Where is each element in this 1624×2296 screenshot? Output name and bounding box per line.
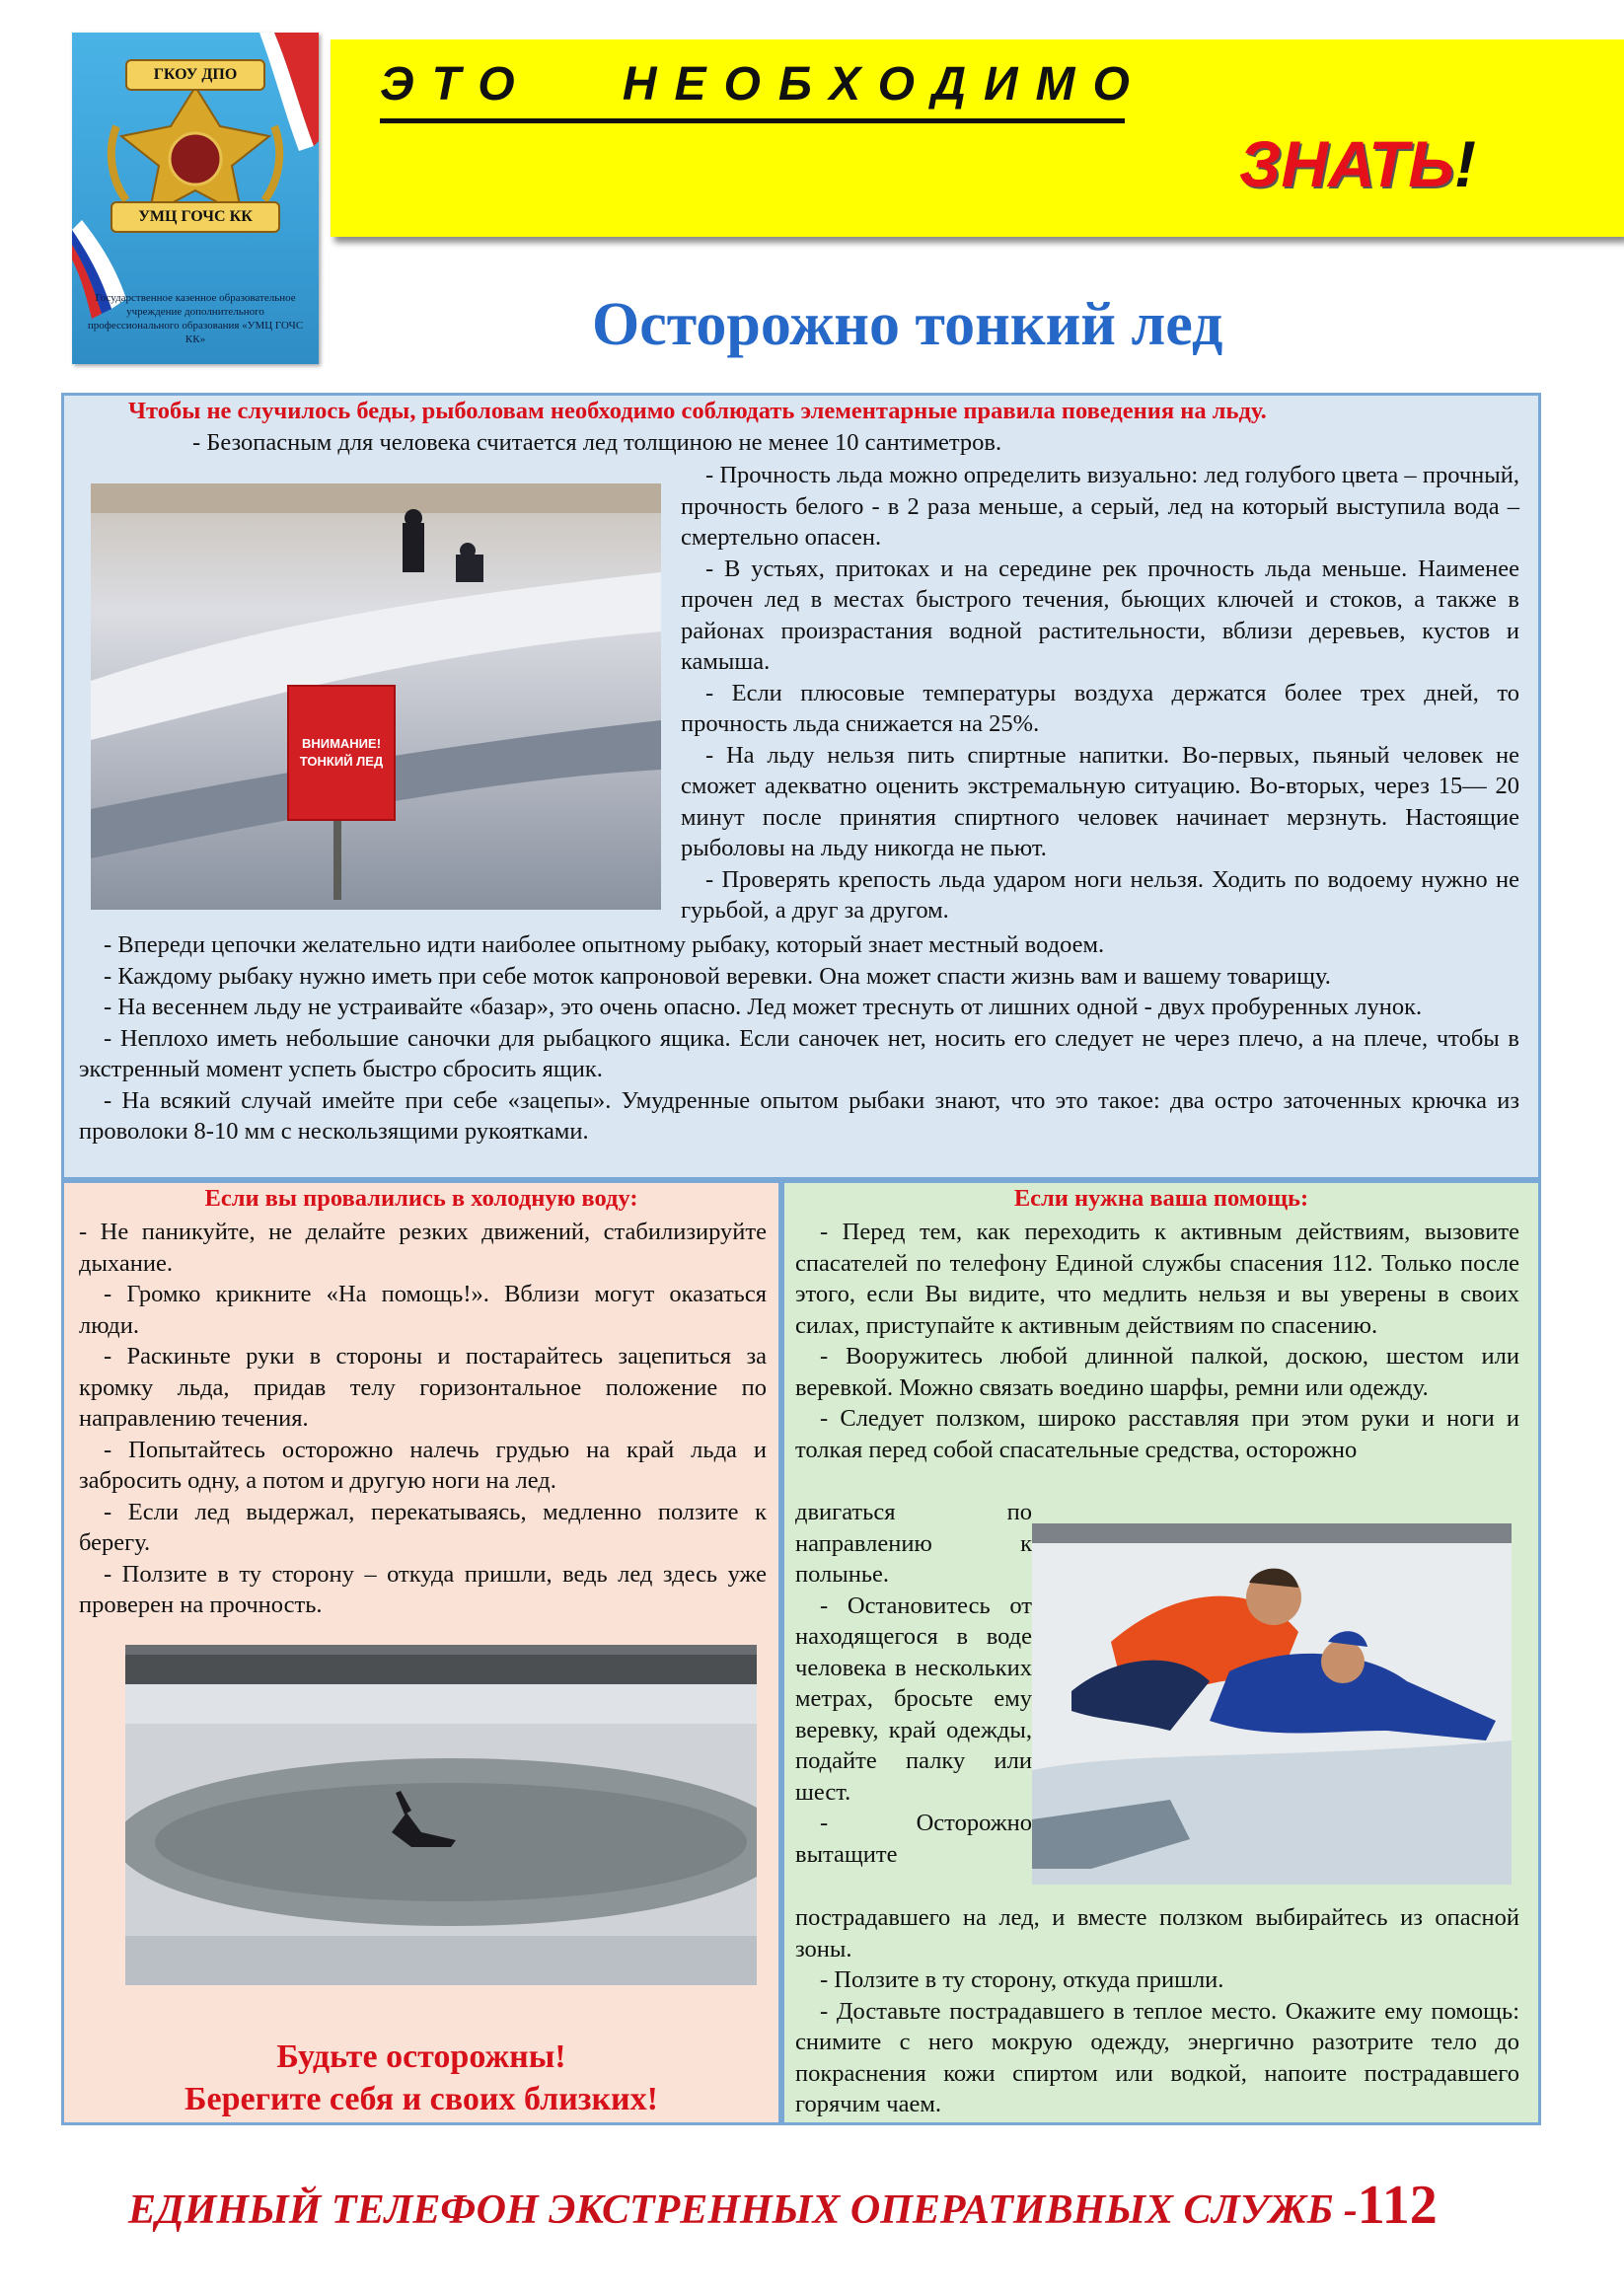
- paragraph: - Ползите в ту сторону – откуда пришли, ведь лед здесь уже проверен на прочность.: [79, 1560, 767, 1618]
- paragraph: - Вооружитесь любой длинной палкой, доскою, шестом или веревкой. Можно связать воедино шарфы, ремни или одежду.: [795, 1343, 1519, 1401]
- paragraph: - Следует ползком, широко расставляя при этом руки и ноги и толкая перед собой спасательные средства, осторожно: [795, 1405, 1519, 1463]
- organization-logo: [72, 33, 319, 364]
- paragraph: - Впереди цепочки желательно идти наиболее опытному рыбаку, который знает местный водоем.: [104, 931, 1105, 958]
- paragraph: - Ползите в ту сторону, откуда пришли.: [820, 1966, 1224, 1993]
- top-section-right-text: [681, 460, 1519, 926]
- paragraph: - На весеннем льду не устраивайте «базар», это очень опасно. Лед может треснуть от лишних одной - двух пробуренных лунок.: [104, 994, 1423, 1020]
- paragraph: - Каждому рыбаку нужно иметь при себе моток капроновой веревки. Она может спасти жизнь вам и вашему товарищу.: [104, 962, 1331, 990]
- need-help-text-bottom: [795, 1902, 1519, 2120]
- paragraph: - Если лед выдержал, перекатываясь, медленно ползите к берегу.: [79, 1498, 767, 1556]
- page-title: Осторожно тонкий лед: [592, 291, 1223, 358]
- banner-line1: ЭТО НЕОБХОДИМО: [380, 58, 1147, 111]
- top-section-bottom-text: [79, 929, 1519, 1148]
- paragraph: - Неплохо иметь небольшие саночки для рыбацкого ящика. Если саночек нет, носить его следует не через плечо, а на плече, чтобы в экстренный момент успеть быстро сбросить ящик.: [79, 1024, 1519, 1082]
- paragraph: - Проверять крепость льда ударом ноги нельзя. Ходить по водоему нужно не гурьбой, а друг за другом.: [681, 865, 1519, 924]
- svg-text:ВНИМАНИЕ!: ВНИМАНИЕ!: [301, 736, 382, 751]
- svg-text:ТОНКИЙ ЛЕД: ТОНКИЙ ЛЕД: [299, 754, 384, 769]
- paragraph: двигаться по направлению к полынье.: [795, 1499, 1032, 1588]
- paragraph: - Доставьте пострадавшего в теплое место. Окажите ему помощь: снимите с него мокрую одежду, энергично разотрите тело до покраснения кожи спиртом или водкой, напоите пострадавшего горячим чаем.: [795, 1997, 1519, 2117]
- fell-through-ice-text: [79, 1217, 767, 1621]
- paragraph: - Раскиньте руки в стороны и постарайтесь зацепиться за кромку льда, придав телу горизонтальное положение по направлению течения.: [79, 1343, 767, 1432]
- paragraph: пострадавшего на лед, и вместе ползком выбирайтесь из опасной зоны.: [795, 1904, 1519, 1963]
- photo-person-in-ice-hole: [125, 1645, 757, 1985]
- top-section-heading: Чтобы не случилось беды, рыболовам необходимо соблюдать элементарные правила поведения на льду.: [128, 398, 1267, 424]
- footer-number: 112: [1357, 2175, 1438, 2236]
- banner-line2-word: ЗНАТЬ: [1238, 127, 1455, 200]
- paragraph: - В устьях, притоках и на середине рек прочность льда меньше. Наименее прочен лед в местах быстрого течения, бьющих ключей и стоков, а также в районах произрастания водной растительности, вблизи деревьев, кустов и камыша.: [681, 555, 1519, 675]
- emergency-phone-footer: [128, 2174, 1438, 2237]
- paragraph: - Попытайтесь осторожно налечь грудью на край льда и забросить одну, а потом и другую ноги на лед.: [79, 1436, 767, 1494]
- fell-through-ice-heading: Если вы провалились в холодную воду:: [204, 1185, 638, 1212]
- need-help-text-narrow: [795, 1497, 1032, 1870]
- slogan-line1: Будьте осторожны!: [276, 2038, 566, 2075]
- paragraph: - Осторожно вытащите: [795, 1810, 1032, 1868]
- photo-rescuer-pulling-victim: [1032, 1523, 1512, 1885]
- need-help-text-top: [795, 1217, 1519, 1465]
- photo-ice-warning-sign: [91, 483, 661, 910]
- banner-exclamation: !: [1454, 127, 1476, 200]
- top-section-rule1: - Безопасным для человека считается лед толщиною не менее 10 сантиметров.: [192, 429, 1002, 456]
- logo-badge-top: ГКОУ ДПО: [153, 66, 238, 83]
- safety-slogan: [61, 2036, 781, 2120]
- slogan-line2: Берегите себя и своих близких!: [185, 2081, 658, 2117]
- paragraph: - Перед тем, как переходить к активным действиям, вызовите спасателей по телефону Единой службы спасения 112. Только после этого, если Вы видите, что медлить нельзя и вы уверены в своих силах, приступайте к активным действиям по спасению.: [795, 1219, 1519, 1339]
- paragraph: - Не паникуйте, не делайте резких движений, стабилизируйте дыхание.: [79, 1219, 767, 1277]
- header-banner: [331, 39, 1624, 237]
- paragraph: - На всякий случай имейте при себе «зацепы». Умудренные опытом рыбаки знают, что это такое: два остро заточенных крючка из проволоки 8-10 мм с нескользящими рукоятками.: [79, 1086, 1519, 1145]
- need-help-heading: Если нужна ваша помощь:: [1013, 1185, 1309, 1212]
- logo-badge-bottom: УМЦ ГОЧС КК: [138, 208, 253, 225]
- logo-org-name: Государственное казенное образовательное учреждение дополнительного профессионального образования «УМЦ ГОЧС КК»: [87, 292, 304, 345]
- paragraph: - Если плюсовые температуры воздуха держатся более трех дней, то прочность льда снижается на 25%.: [681, 679, 1519, 737]
- paragraph: - Прочность льда можно определить визуально: лед голубого цвета – прочный, прочность белого - в 2 раза меньше, а серый, лед на который выступила вода – смертельно опасен.: [681, 462, 1519, 551]
- paragraph: - Громко крикните «На помощь!». Вблизи могут оказаться люди.: [79, 1281, 767, 1339]
- banner-underline: [380, 118, 1125, 123]
- footer-text: ЕДИНЫЙ ТЕЛЕФОН ЭКСТРЕННЫХ ОПЕРАТИВНЫХ СЛУЖБ -: [128, 2187, 1358, 2233]
- paragraph: - Остановитесь от находящегося в воде человека в нескольких метрах, бросьте ему веревку, край одежды, подайте палку или шест.: [795, 1592, 1032, 1806]
- paragraph: - На льду нельзя пить спиртные напитки. Во-первых, пьяный человек не сможет адекватно оценить экстремальную ситуацию. Во-вторых, через 15— 20 минут после принятия спиртного человек начинает мерзнуть. Настоящие рыболовы на льду никогда не пьют.: [681, 741, 1519, 861]
- banner-line2: [1239, 126, 1476, 201]
